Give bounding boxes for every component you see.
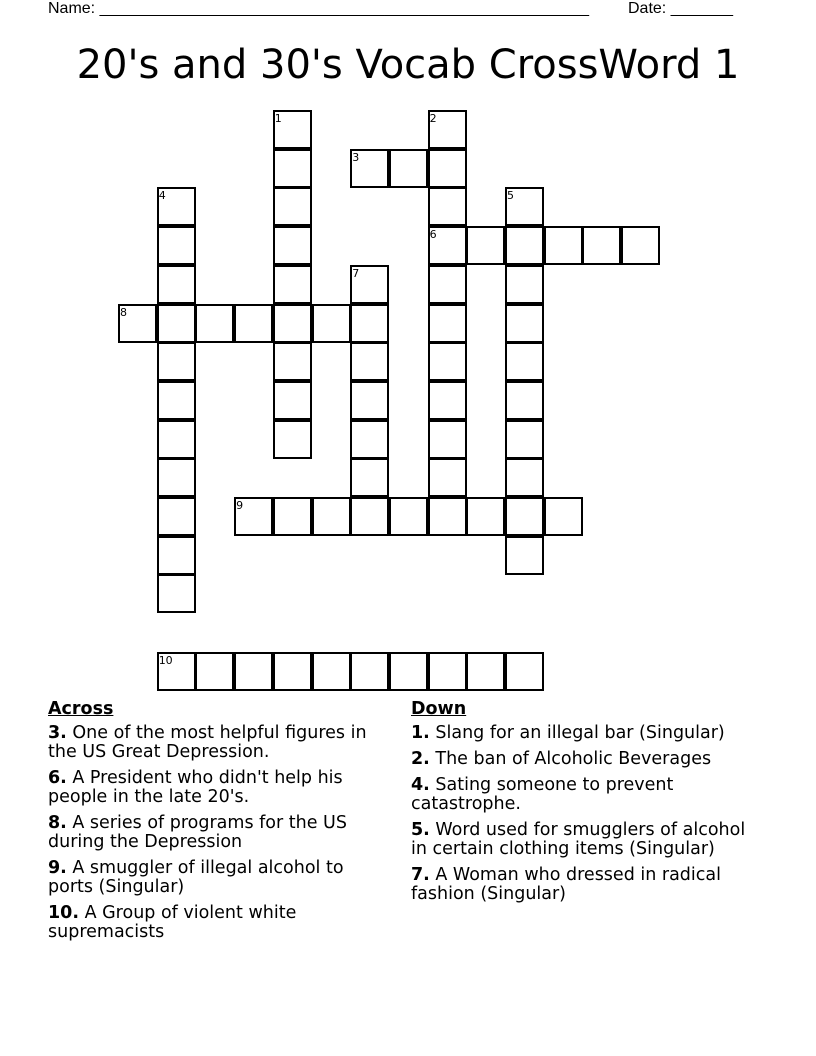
crossword-cell[interactable] xyxy=(350,304,389,343)
crossword-cell[interactable] xyxy=(273,187,312,226)
crossword-cell[interactable] xyxy=(312,652,351,691)
crossword-cell[interactable] xyxy=(312,304,351,343)
clue-number-label: 3 xyxy=(352,150,360,164)
crossword-cell[interactable] xyxy=(350,381,389,420)
crossword-cell[interactable] xyxy=(157,536,196,575)
crossword-cell[interactable] xyxy=(389,149,428,188)
clue-down-2: 2. The ban of Alcoholic Beverages xyxy=(411,749,712,769)
crossword-cell[interactable] xyxy=(505,420,544,459)
clue-number-label: 4 xyxy=(158,189,166,203)
crossword-cell[interactable] xyxy=(273,381,312,420)
crossword-cell[interactable] xyxy=(505,458,544,497)
crossword-cell[interactable] xyxy=(157,342,196,381)
crossword-cell[interactable] xyxy=(350,652,389,691)
crossword-cell[interactable] xyxy=(428,265,467,304)
clue-across-8: 8. A series of programs for the US during the Depression xyxy=(48,813,347,852)
crossword-cell[interactable] xyxy=(428,420,467,459)
clue-number-label: 1 xyxy=(274,112,282,125)
down-heading: Down xyxy=(411,699,467,719)
crossword-cell[interactable] xyxy=(428,149,467,188)
crossword-cell[interactable] xyxy=(157,226,196,265)
crossword-cell[interactable] xyxy=(157,265,196,304)
crossword-cell[interactable] xyxy=(350,342,389,381)
crossword-cell[interactable] xyxy=(350,497,389,536)
clue-down-7: 7. A Woman who dressed in radical fashion (Singular) xyxy=(411,865,721,904)
crossword-cell[interactable] xyxy=(428,304,467,343)
crossword-cell[interactable] xyxy=(273,652,312,691)
crossword-cell[interactable] xyxy=(505,497,544,536)
clue-number-label: 2 xyxy=(429,112,437,125)
clue-number-label: 5 xyxy=(507,189,514,203)
crossword-cell[interactable] xyxy=(428,652,467,691)
crossword-cell[interactable] xyxy=(273,420,312,459)
across-clues xyxy=(48,700,393,949)
crossword-cell[interactable] xyxy=(621,226,660,265)
across-heading: Across xyxy=(48,699,114,719)
crossword-cell[interactable] xyxy=(428,497,467,536)
clue-number-label: 8 xyxy=(120,305,127,319)
crossword-cell[interactable] xyxy=(350,420,389,459)
crossword-cell[interactable] xyxy=(505,265,544,304)
crossword-cell[interactable] xyxy=(505,304,544,343)
crossword-cell[interactable] xyxy=(505,381,544,420)
crossword-cell[interactable] xyxy=(466,226,505,265)
crossword-cell[interactable] xyxy=(428,342,467,381)
crossword-cell[interactable] xyxy=(544,226,583,265)
crossword-cell[interactable] xyxy=(195,652,234,691)
down-clues xyxy=(411,700,756,911)
clue-across-9: 9. A smuggler of illegal alcohol to ports (Singular) xyxy=(48,858,344,897)
page-title: 20's and 30's Vocab CrossWord 1 xyxy=(76,42,740,88)
clue-number-label: 6 xyxy=(429,228,437,242)
crossword-cell[interactable] xyxy=(234,652,273,691)
name-field-label: Name: _______________________________________________________ xyxy=(48,0,589,17)
crossword-cell[interactable] xyxy=(195,304,234,343)
clue-across-3: 3. One of the most helpful figures in the US Great Depression. xyxy=(48,723,367,762)
crossword-cell[interactable] xyxy=(505,342,544,381)
crossword-cell[interactable] xyxy=(157,381,196,420)
crossword-cell[interactable] xyxy=(428,187,467,226)
crossword-cell[interactable] xyxy=(582,226,621,265)
crossword-cell[interactable] xyxy=(273,304,312,343)
crossword-cell[interactable] xyxy=(505,226,544,265)
crossword-cell[interactable] xyxy=(234,304,273,343)
clue-down-5: 5. Word used for smugglers of alcohol in certain clothing items (Singular) xyxy=(411,820,746,859)
crossword-cell[interactable] xyxy=(466,497,505,536)
crossword-cell[interactable] xyxy=(505,536,544,575)
crossword-cell[interactable] xyxy=(157,497,196,536)
crossword-cell[interactable] xyxy=(273,497,312,536)
clue-number-label: 9 xyxy=(236,499,244,512)
clue-number-label: 10 xyxy=(158,653,173,667)
crossword-cell[interactable] xyxy=(273,149,312,188)
crossword-cell[interactable] xyxy=(157,420,196,459)
crossword-cell[interactable] xyxy=(273,265,312,304)
clue-across-10: 10. A Group of violent white supremacists xyxy=(48,903,297,942)
crossword-cell[interactable] xyxy=(273,342,312,381)
crossword-cell[interactable] xyxy=(389,652,428,691)
clue-across-6: 6. A President who didn't help his people in the late 20's. xyxy=(48,768,343,807)
crossword-cell[interactable] xyxy=(157,304,196,343)
crossword-cell[interactable] xyxy=(273,226,312,265)
clue-down-4: 4. Sating someone to prevent catastrophe. xyxy=(411,775,674,814)
clue-number-label: 7 xyxy=(352,266,360,280)
crossword-cell[interactable] xyxy=(157,458,196,497)
crossword-cell[interactable] xyxy=(428,458,467,497)
crossword-cell[interactable] xyxy=(544,497,583,536)
clue-down-1: 1. Slang for an illegal bar (Singular) xyxy=(411,723,725,743)
crossword-cell[interactable] xyxy=(428,381,467,420)
crossword-cell[interactable] xyxy=(505,652,544,691)
crossword-cell[interactable] xyxy=(389,497,428,536)
crossword-cell[interactable] xyxy=(350,458,389,497)
crossword-cell[interactable] xyxy=(157,574,196,613)
crossword-cell[interactable] xyxy=(312,497,351,536)
crossword-cell[interactable] xyxy=(466,652,505,691)
date-field-label: Date: _______ xyxy=(628,0,733,17)
